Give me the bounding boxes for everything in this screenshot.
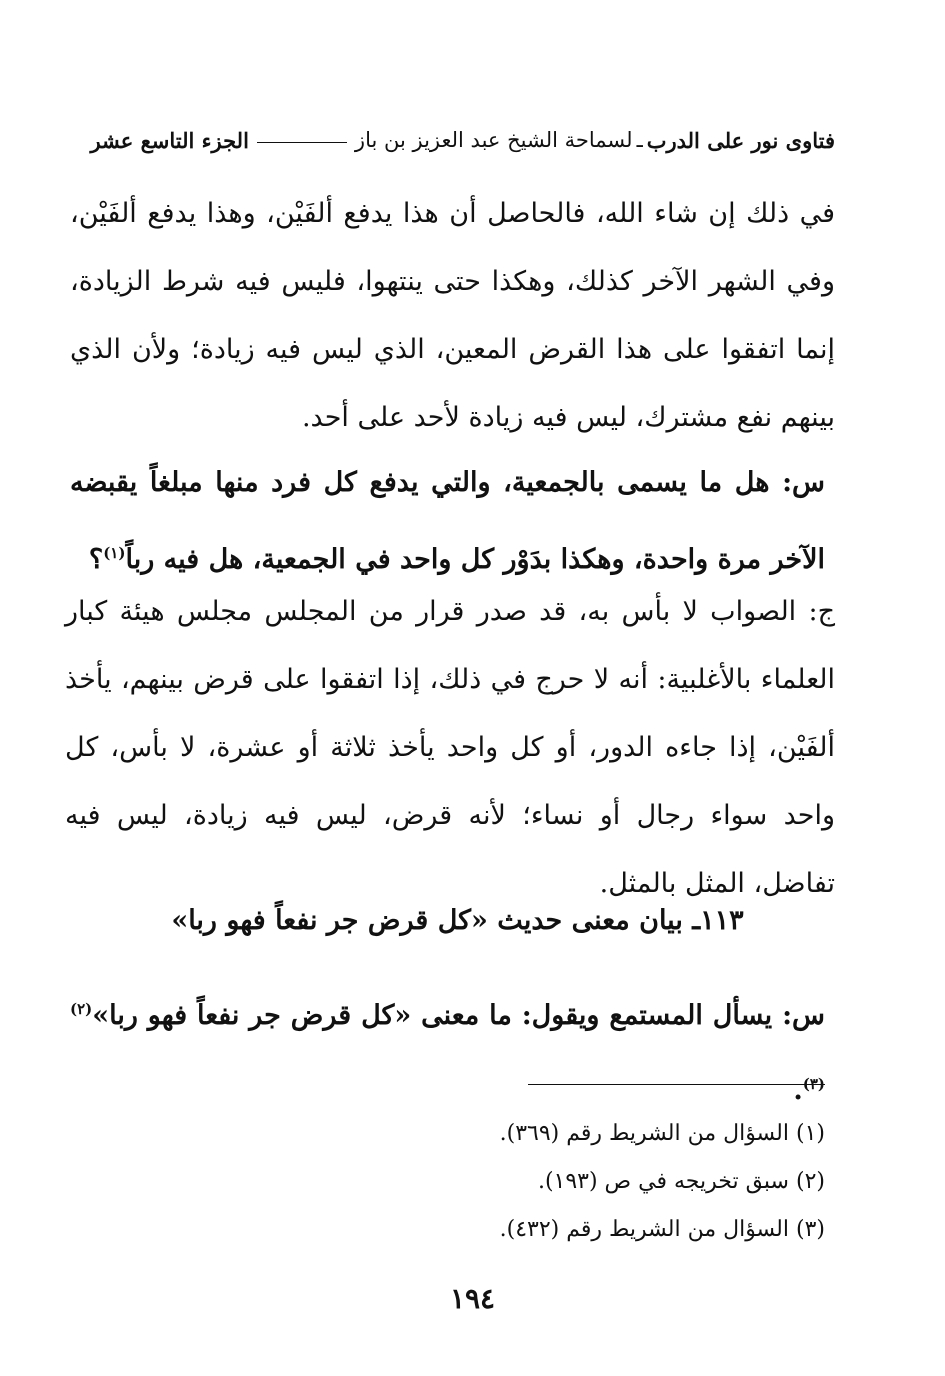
footnote-refs-2-3: (٢) (٣) — [70, 1000, 825, 1093]
footnote-3: (٣) السؤال من الشريط رقم (٤٣٢). — [499, 1217, 825, 1242]
question-2-text: س: يسأل المستمع ويقول: ما معنى «كل قرض جر نفعاً فهو ربا» — [92, 1000, 825, 1031]
header-part: الجزء التاسع عشر — [90, 127, 249, 153]
footnote-separator — [528, 1084, 825, 1085]
header-author: لسماحة الشيخ عبد العزيز بن باز — [354, 128, 633, 152]
footnote-1: (١) السؤال من الشريط رقم (٣٦٩). — [499, 1121, 825, 1146]
footnotes-list — [300, 1110, 825, 1254]
answer-1: ج: الصواب لا بأس به، قد صدر قرار من المجلس مجلس هيئة كبار العلماء بالأغلبية: أنه لا حرج في ذلك، إذا اتفقوا على قرض بينهم، يأخذ ألفَيْن، إذا جاءه الدور، أو كل واحد يأخذ ثلاثة أو عشرة، لا بأس، كل واحد سواء رجال أو نساء؛ لأنه قرض، ليس فيه زيادة، ليس فيه تفاضل، المثل بالمثل. — [65, 596, 835, 899]
running-header — [80, 120, 835, 160]
header-rule — [257, 142, 347, 143]
section-title: ١١٣ـ بيان معنى حديث «كل قرض جر نفعاً فهو ربا» — [171, 905, 744, 936]
question-1 — [70, 448, 825, 595]
question-2 — [70, 975, 825, 1125]
question-2-end: . — [793, 1075, 803, 1106]
header-book-title: فتاوى نور على الدرب — [646, 127, 835, 153]
footnote-2: (٢) سبق تخريجه في ص (١٩٣). — [537, 1169, 825, 1194]
question-1-text: س: هل ما يسمى بالجمعية، والتي يدفع كل فرد منها مبلغاً يقبضه الآخر مرة واحدة، وهكذا بدَوْر كل واحد في الجمعية، هل فيه رباً — [70, 467, 825, 575]
paragraph-continuation: في ذلك إن شاء الله، فالحاصل أن هذا يدفع ألفَيْن، وهذا يدفع ألفَيْن، وفي الشهر الآخر كذلك، وهكذا حتى ينتهوا، فليس فيه شرط الزيادة، إنما اتفقوا على هذا القرض المعين، الذي ليس فيه زيادة؛ ولأن الذي بينهم نفع مشترك، ليس فيه زيادة لأحد على أحد. — [70, 198, 835, 433]
page-number: ١٩٤ — [449, 1282, 496, 1315]
header-dash: ـ — [636, 128, 643, 152]
question-1-end: ؟ — [88, 544, 104, 575]
footnote-ref-1: (١) — [103, 544, 126, 562]
